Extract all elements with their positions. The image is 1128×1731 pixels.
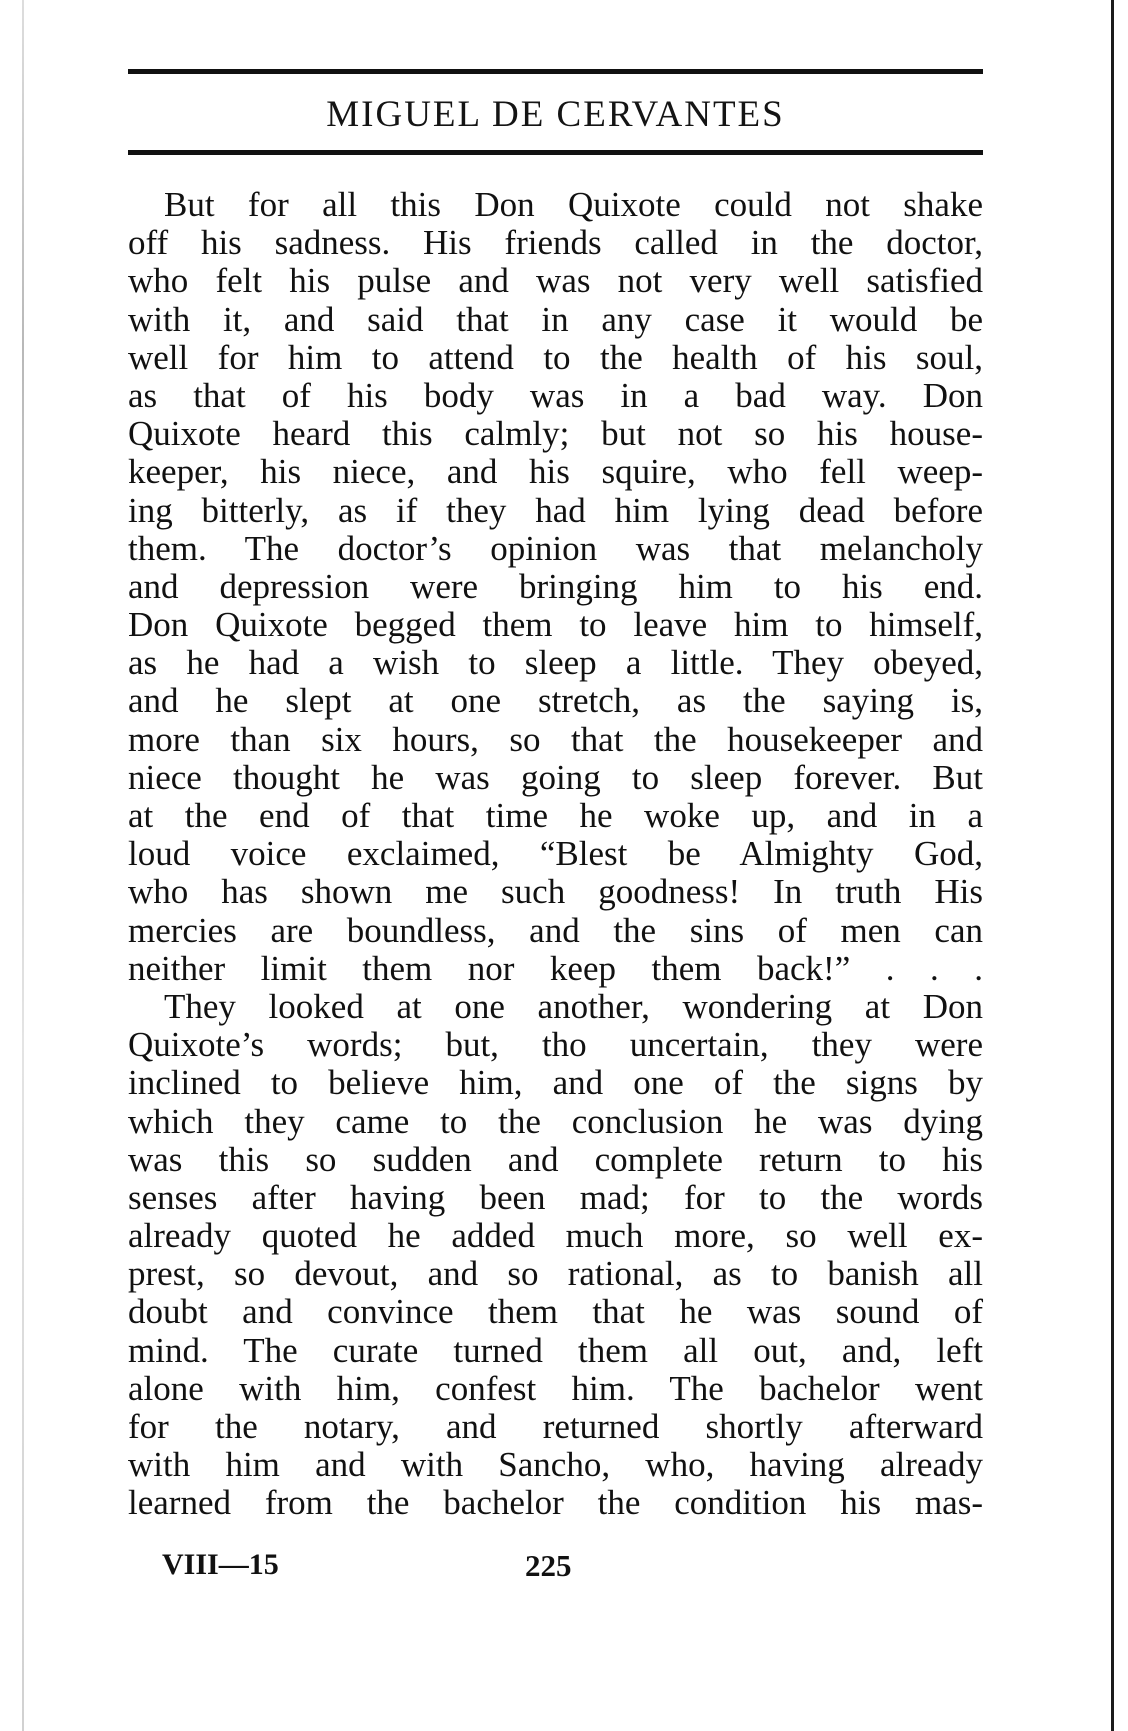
page-number: 225 xyxy=(525,1548,572,1583)
text-line: Don Quixote begged them to leave him to himself, xyxy=(128,605,983,645)
text-line: well for him to attend to the health of his soul, xyxy=(128,337,983,377)
text-line: was this so sudden and complete return to his xyxy=(128,1139,983,1179)
header-top-rule xyxy=(128,69,983,74)
page-right-edge xyxy=(1111,0,1114,1731)
text-line: prest, so devout, and so rational, as to banish all xyxy=(128,1254,983,1294)
text-line: senses after having been mad; for to the words xyxy=(128,1177,983,1217)
text-line: who has shown me such goodness! In truth His xyxy=(128,872,983,912)
text-line: They looked at one another, wondering at Don xyxy=(164,986,983,1026)
text-line: ing bitterly, as if they had him lying dead before xyxy=(128,490,983,530)
header-bottom-rule xyxy=(128,150,983,155)
text-line: alone with him, confest him. The bachelor went xyxy=(128,1368,983,1408)
paragraph-1 xyxy=(128,186,983,988)
text-line: niece thought he was going to sleep forever. But xyxy=(128,757,983,797)
text-line: loud voice exclaimed, “Blest be Almighty God, xyxy=(128,834,983,874)
text-line: which they came to the conclusion he was dying xyxy=(128,1101,983,1141)
text-line: them. The doctor’s opinion was that melancholy xyxy=(128,528,983,568)
text-line: for the notary, and returned shortly afterward xyxy=(128,1407,983,1446)
text-line: mercies are boundless, and the sins of men can xyxy=(128,910,983,950)
text-line: and depression were bringing him to his end. xyxy=(128,566,983,606)
text-line: keeper, his niece, and his squire, who fell weep- xyxy=(128,452,983,492)
body-text xyxy=(128,186,983,1523)
running-title: MIGUEL DE CERVANTES xyxy=(326,94,785,135)
text-line: with it, and said that in any case it would be xyxy=(128,299,983,339)
text-line: learned from the bachelor the condition his mas- xyxy=(128,1483,983,1523)
text-line: and he slept at one stretch, as the saying is, xyxy=(128,681,983,721)
text-line: at the end of that time he woke up, and in a xyxy=(128,796,983,835)
text-line: inclined to believe him, and one of the signs by xyxy=(128,1063,983,1103)
text-line: But for all this Don Quixote could not shake xyxy=(164,185,983,224)
text-line: who felt his pulse and was not very well satisfied xyxy=(128,261,983,301)
paragraph-2 xyxy=(128,988,983,1523)
text-line: Quixote heard this calmly; but not so his house- xyxy=(128,414,983,454)
text-line: as that of his body was in a bad way. Don xyxy=(128,375,983,415)
text-line: already quoted he added much more, so well ex- xyxy=(128,1216,983,1256)
signature-mark: VIII—15 xyxy=(162,1548,279,1581)
text-line: more than six hours, so that the housekeeper and xyxy=(128,719,983,759)
text-line: mind. The curate turned them all out, and, left xyxy=(128,1330,983,1370)
page-left-edge xyxy=(22,0,24,1731)
text-line: with him and with Sancho, who, having already xyxy=(128,1445,983,1485)
text-line: Quixote’s words; but, tho uncertain, they were xyxy=(128,1025,983,1065)
text-line: as he had a wish to sleep a little. They obeyed, xyxy=(128,643,983,683)
text-line: neither limit them nor keep them back!” . . . xyxy=(128,948,983,988)
text-line: off his sadness. His friends called in the doctor, xyxy=(128,223,983,263)
text-line: doubt and convince them that he was sound of xyxy=(128,1292,983,1332)
